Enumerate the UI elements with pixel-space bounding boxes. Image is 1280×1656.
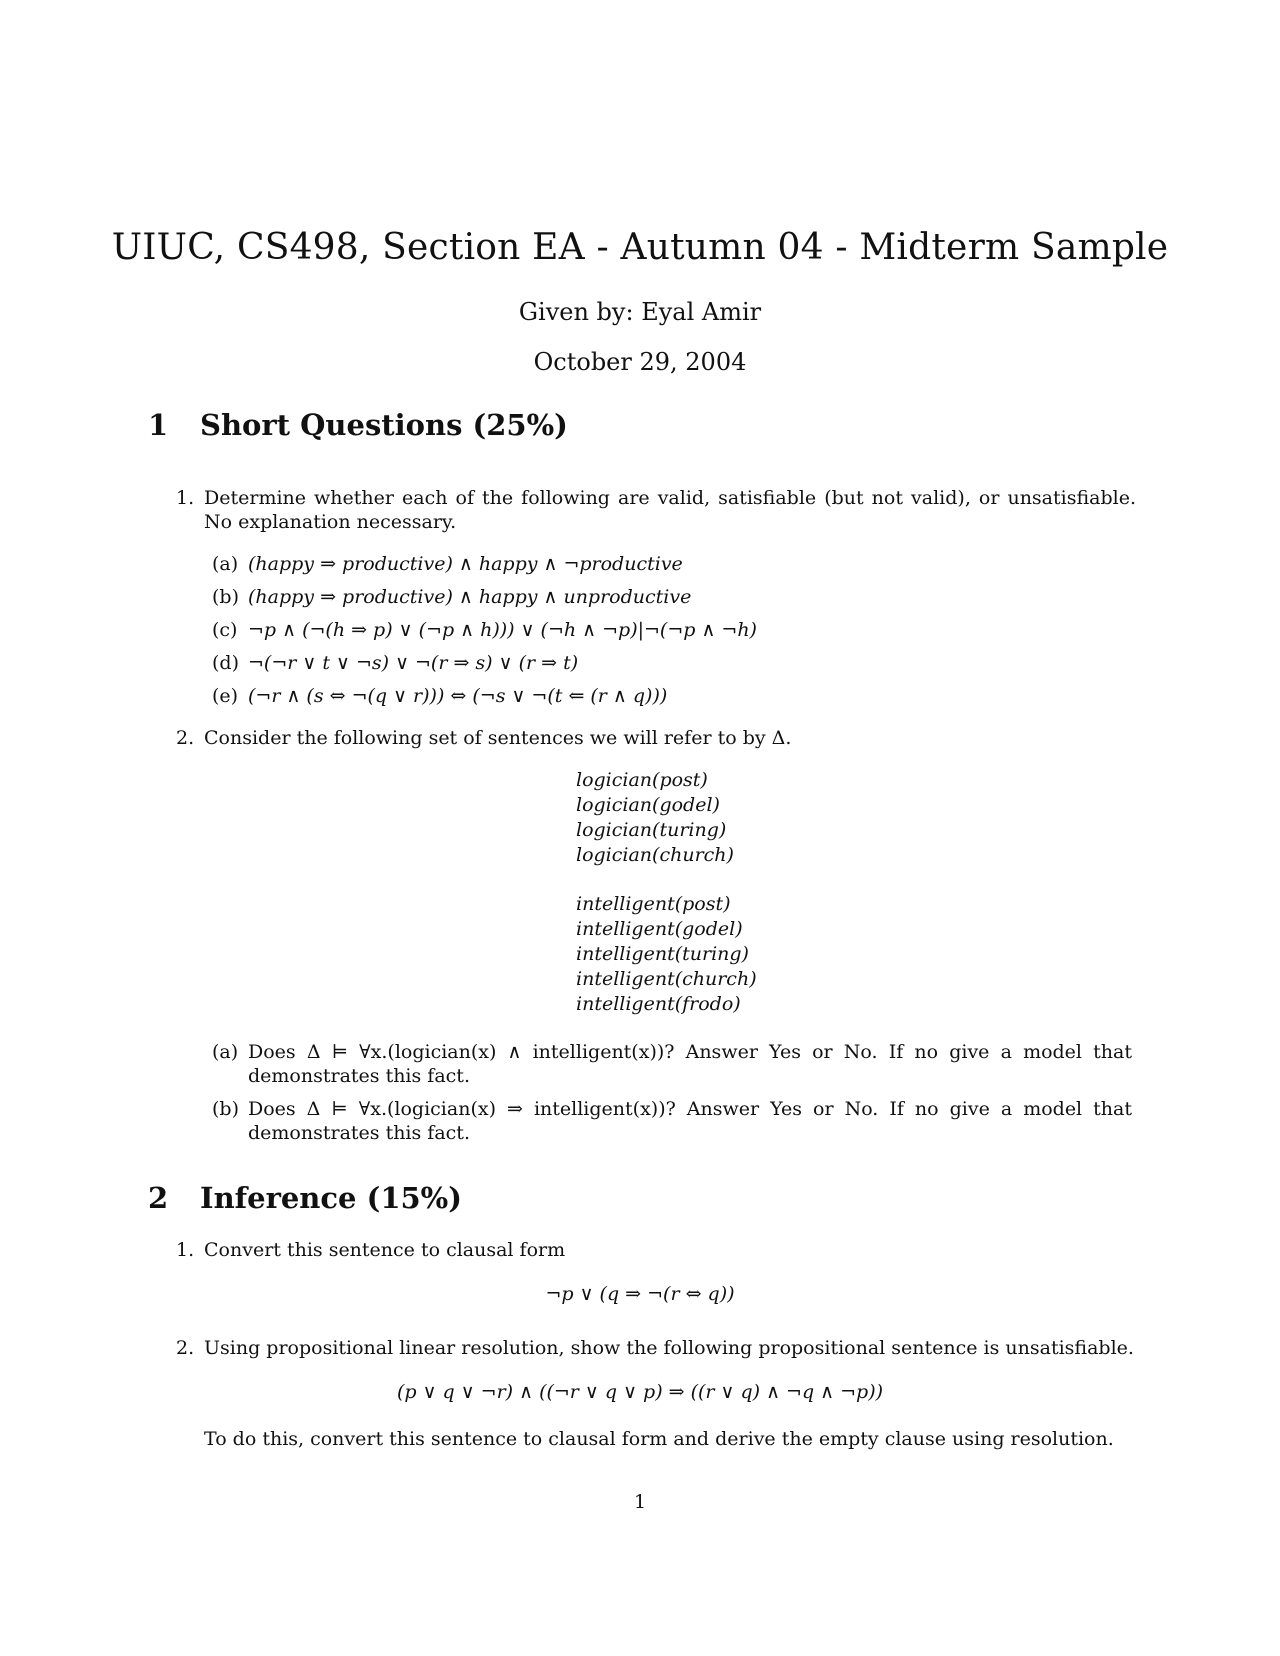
intelligent-facts: [576, 892, 757, 1017]
formula: ¬p ∧ (¬(h ⇒ p) ∨ (¬p ∧ h))) ∨ (¬h ∧ ¬p)|¬(¬p ∧ ¬h): [248, 619, 757, 641]
question-text: Determine whether each of the following are valid, satisfiable (but not valid), or unsatisfiable. No explanation necessary.: [204, 487, 1136, 533]
entailment-questions: [212, 1040, 1132, 1154]
section-title: Short Questions (25%): [200, 408, 568, 442]
item-label: (a): [212, 1041, 239, 1063]
formula: (happy ⇒ productive) ∧ happy ∧ unproductive: [248, 586, 692, 608]
question-2-1: [176, 1238, 1136, 1262]
list-item: [212, 1040, 1132, 1088]
question-number: 2.: [176, 727, 195, 749]
list-item: [212, 1097, 1132, 1145]
question-number: 2.: [176, 1337, 195, 1359]
logician-facts: [576, 768, 734, 868]
fact: logician(godel): [576, 794, 720, 816]
clausal-form-formula: ¬p ∨ (q ⇒ ¬(r ⇔ q)): [545, 1283, 735, 1305]
item-label: (d): [212, 652, 239, 674]
question-number: 1.: [176, 1239, 195, 1261]
fact: intelligent(post): [576, 893, 731, 915]
formula-list: [212, 552, 1132, 717]
formula: ¬(¬r ∨ t ∨ ¬s) ∨ ¬(r ⇒ s) ∨ (r ⇒ t): [248, 652, 579, 674]
author-line: Given by: Eyal Amir: [518, 298, 762, 326]
list-item: [212, 585, 1132, 609]
resolution-formula: (p ∨ q ∨ ¬r) ∧ ((¬r ∨ q ∨ p) ⇒ ((r ∨ q) ∧ ¬q ∧ ¬p)): [396, 1381, 884, 1403]
list-item: [212, 684, 1132, 708]
fact: intelligent(frodo): [576, 993, 741, 1015]
section-title: Inference (15%): [200, 1181, 462, 1215]
followup-text: To do this, convert this sentence to clausal form and derive the empty clause using resolution.: [204, 1428, 1114, 1450]
item-label: (b): [212, 586, 239, 608]
question-1-1: [176, 486, 1136, 534]
fact: intelligent(turing): [576, 943, 749, 965]
item-label: (a): [212, 553, 239, 575]
fact: logician(turing): [576, 819, 727, 841]
item-label: (c): [212, 619, 238, 641]
list-item: [212, 651, 1132, 675]
question-text: Convert this sentence to clausal form: [204, 1239, 566, 1261]
document-title: UIUC, CS498, Section EA - Autumn 04 - Midterm Sample: [111, 227, 1169, 268]
list-item: [212, 552, 1132, 576]
fact: intelligent(church): [576, 968, 757, 990]
list-item: [212, 618, 1132, 642]
question-text: Using propositional linear resolution, show the following propositional sentence is unsatisfiable.: [204, 1337, 1134, 1359]
section-number: 2: [148, 1181, 169, 1215]
question-number: 1.: [176, 487, 195, 509]
fact: logician(church): [576, 844, 734, 866]
question-2-2: [176, 1336, 1136, 1360]
question-text: Does Δ ⊨ ∀x.(logician(x) ∧ intelligent(x))? Answer Yes or No. If no give a model that demonstrates this fact.: [248, 1041, 1132, 1087]
item-label: (e): [212, 685, 239, 707]
question-1-2: [176, 726, 1136, 750]
page-number: 1: [633, 1491, 647, 1513]
fact: intelligent(godel): [576, 918, 743, 940]
document-date: October 29, 2004: [533, 348, 747, 376]
item-label: (b): [212, 1098, 239, 1120]
section-number: 1: [148, 408, 169, 442]
formula: (happy ⇒ productive) ∧ happy ∧ ¬productive: [248, 553, 683, 575]
question-text: Consider the following set of sentences we will refer to by Δ.: [204, 727, 792, 749]
section-1-heading: [148, 408, 568, 442]
fact: logician(post): [576, 769, 708, 791]
section-2-heading: [148, 1181, 462, 1215]
question-text: Does Δ ⊨ ∀x.(logician(x) ⇒ intelligent(x))? Answer Yes or No. If no give a model that demonstrates this fact.: [248, 1098, 1132, 1144]
formula: (¬r ∧ (s ⇔ ¬(q ∨ r))) ⇔ (¬s ∨ ¬(t ⇐ (r ∧ q))): [248, 685, 668, 707]
